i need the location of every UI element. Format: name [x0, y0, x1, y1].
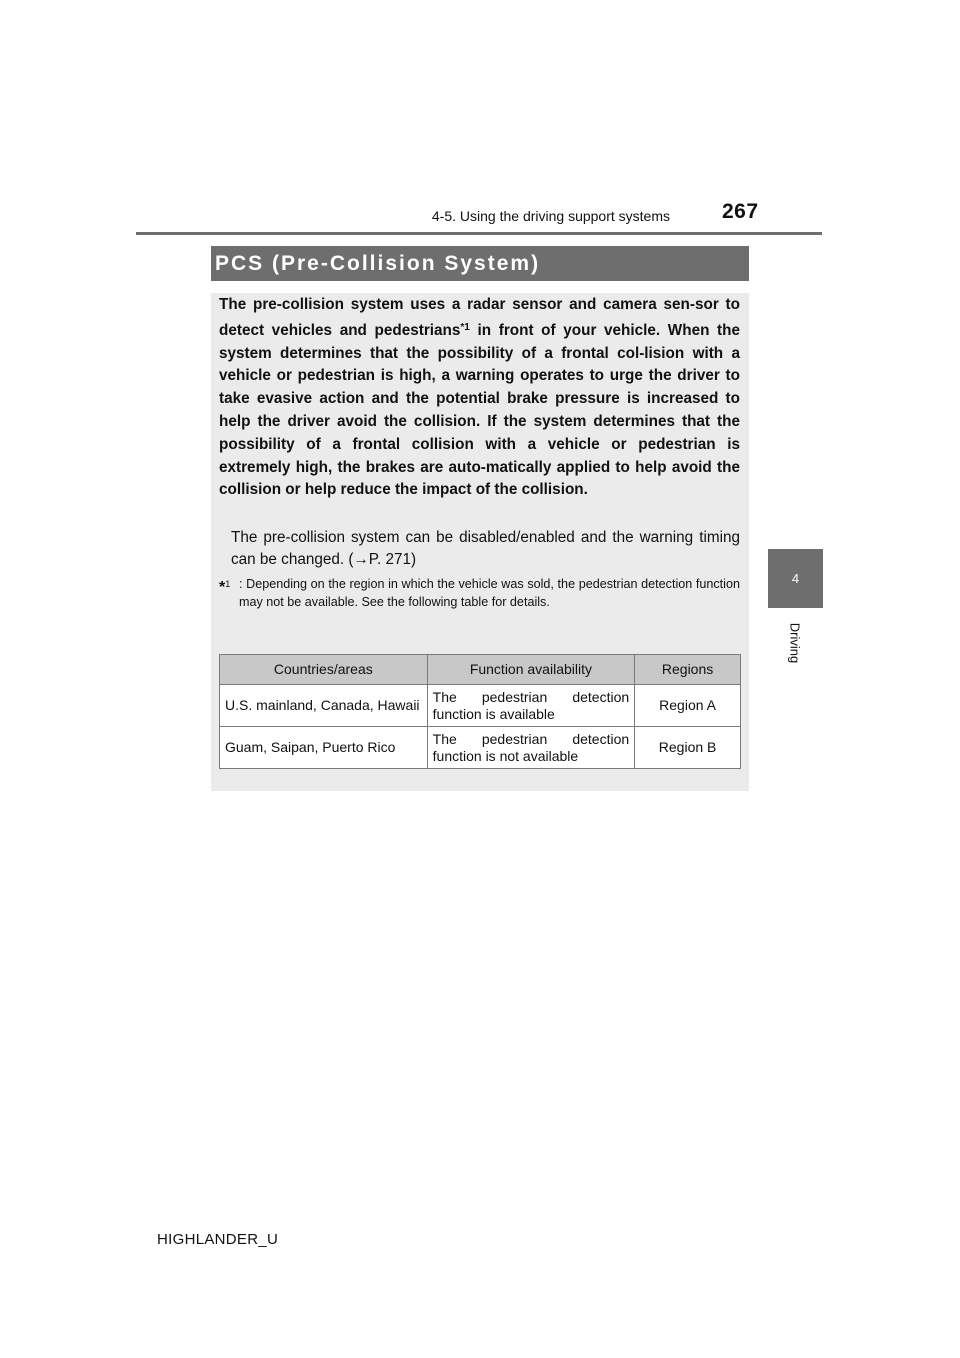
table-cell: Region B: [635, 727, 741, 769]
table-row: [220, 727, 741, 769]
footer-model: HIGHLANDER_U: [157, 1231, 279, 1248]
region-table: [219, 654, 741, 769]
chapter-tab: [768, 549, 823, 608]
table-cell: The pedestrian detection function is not available: [427, 727, 635, 769]
footnote-reference: *1: [460, 321, 470, 333]
section-title: PCS (Pre-Collision System): [211, 246, 749, 281]
column-header: Function availability: [427, 655, 635, 685]
settings-note: [231, 527, 740, 570]
footnote-text: : Depending on the region in which the vehicle was sold, the pedestrian detection function may not be available. See the following table for details.: [239, 577, 740, 609]
column-header: Countries/areas: [220, 655, 428, 685]
note-text: The pre-collision system can be disabled/enabled and the warning timing can be changed. (: [231, 529, 740, 568]
chapter-label: Driving: [787, 622, 803, 664]
column-header: Regions: [635, 655, 741, 685]
running-header-title: 4-5. Using the driving support systems: [431, 208, 670, 224]
table-row: [220, 685, 741, 727]
asterisk-icon: *: [219, 579, 226, 596]
intro-paragraph: [219, 294, 740, 502]
chapter-number: 4: [791, 571, 800, 586]
intro-text-start: The pre-collision system uses a radar sensor and camera sen-sor to detect vehicles and pedestrians: [219, 296, 740, 339]
footnote-marker: [219, 575, 230, 597]
footnote: [219, 575, 740, 611]
intro-text-end: in front of your vehicle. When the system determines that the possibility of a frontal col-lision with a vehicle or pedestrian is high, a warning operates to urge the driver to take evasive action and the potential brake pressure is increased to help the driver avoid the collision. If the system determines that the possibility of a frontal collision with a vehicle or pedestrian is extremely high, the brakes are auto-matically applied to help avoid the collision or help reduce the impact of the collision.: [219, 321, 740, 499]
header-divider: [136, 232, 822, 235]
page-reference-link[interactable]: P. 271): [368, 550, 417, 568]
table-cell: Guam, Saipan, Puerto Rico: [220, 727, 428, 769]
table-cell: U.S. mainland, Canada, Hawaii: [220, 685, 428, 727]
page-number: 267: [722, 200, 759, 223]
table-header-row: [220, 655, 741, 685]
table-cell: Region A: [635, 685, 741, 727]
arrow-icon: →: [353, 550, 369, 568]
footnote-number: 1: [225, 579, 231, 589]
table-cell: The pedestrian detection function is available: [427, 685, 635, 727]
